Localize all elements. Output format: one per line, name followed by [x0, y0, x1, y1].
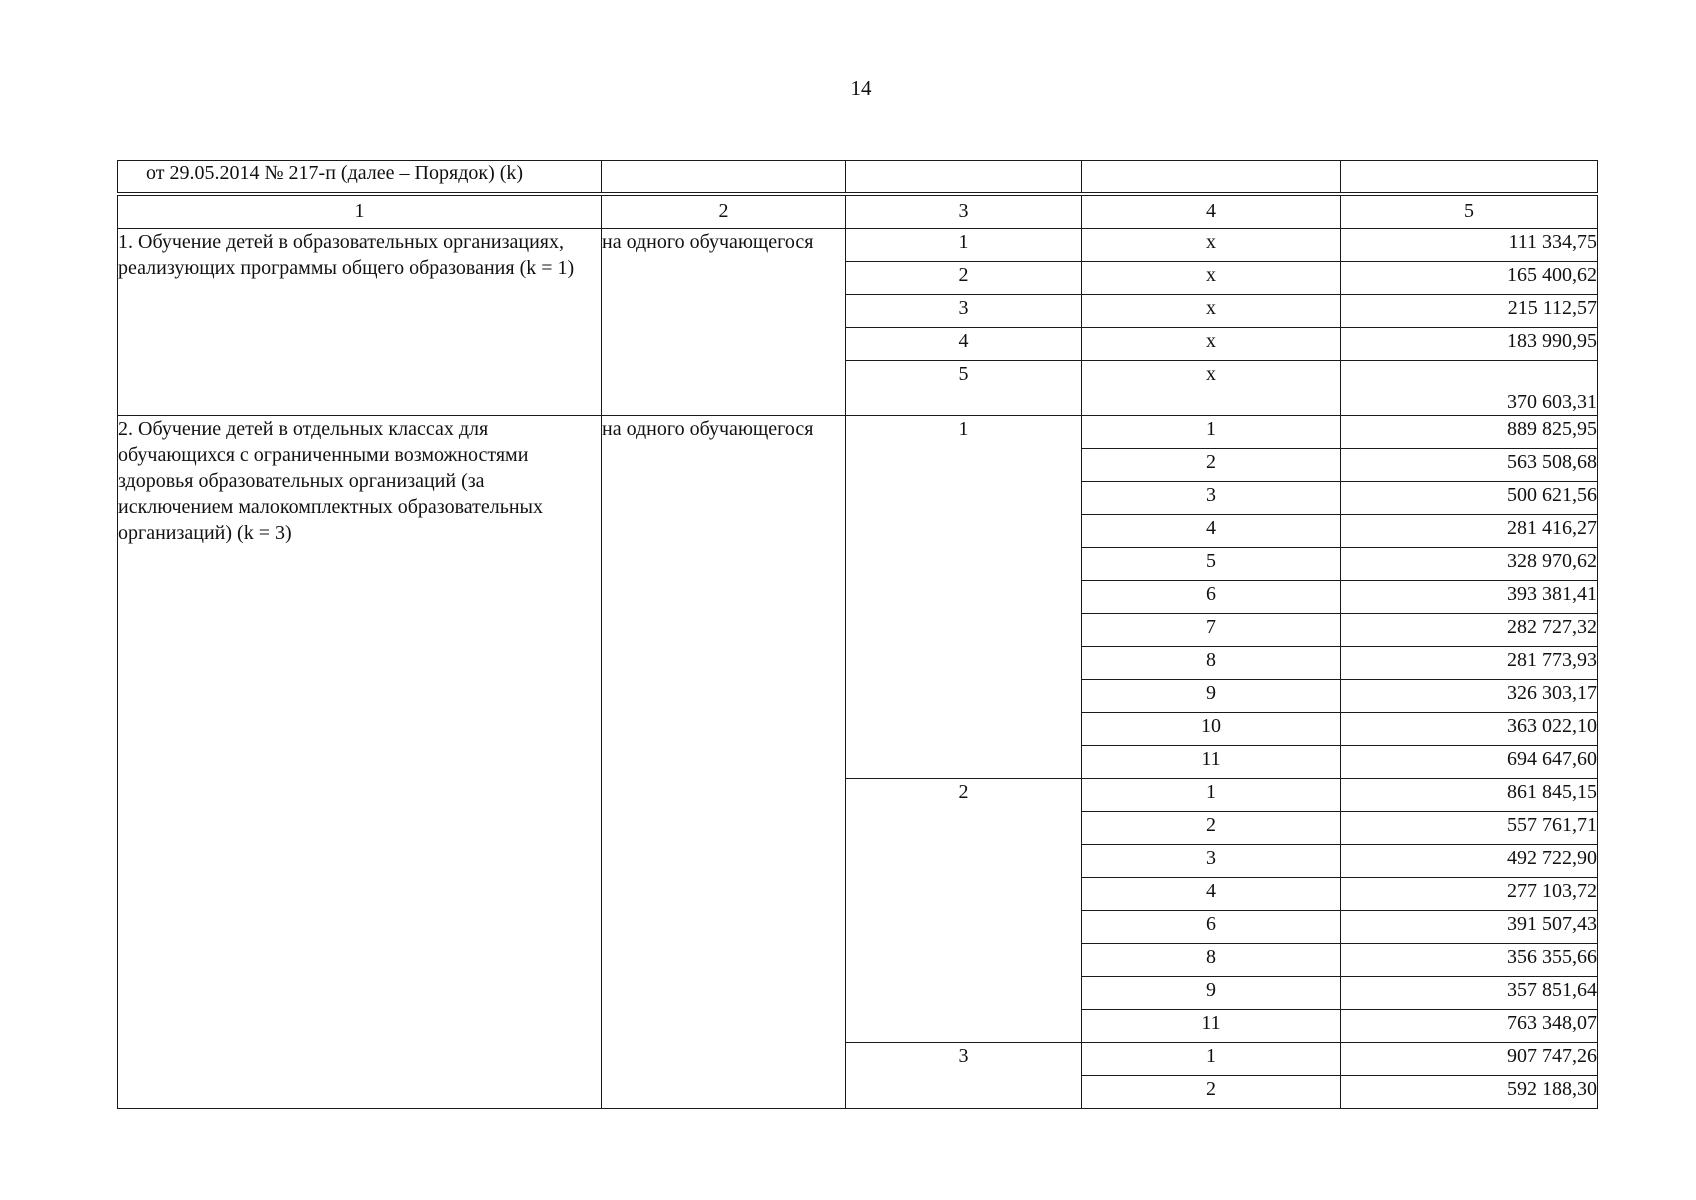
- section-name: 1. Обучение детей в образовательных организациях, реализующих программы общего образования (k = 1): [118, 229, 602, 416]
- value-cell: 111 334,75: [1341, 229, 1598, 262]
- group-cell: 4: [846, 328, 1082, 361]
- subgroup-cell: х: [1082, 328, 1341, 361]
- value-cell: 363 022,10: [1341, 713, 1598, 746]
- value-cell: 694 647,60: [1341, 746, 1598, 779]
- subgroup-cell: 8: [1082, 647, 1341, 680]
- subgroup-cell: 7: [1082, 614, 1341, 647]
- subgroup-cell: 1: [1082, 1043, 1341, 1076]
- empty-cell: [1082, 161, 1341, 193]
- empty-cell: [846, 161, 1082, 193]
- value-cell: 391 507,43: [1341, 911, 1598, 944]
- empty-cell: [602, 161, 846, 193]
- subgroup-cell: 1: [1082, 779, 1341, 812]
- table-row: [118, 416, 1598, 449]
- subgroup-cell: 6: [1082, 581, 1341, 614]
- subgroup-cell: 5: [1082, 548, 1341, 581]
- value-cell: 215 112,57: [1341, 295, 1598, 328]
- value-cell: 557 761,71: [1341, 812, 1598, 845]
- value-cell: 763 348,07: [1341, 1010, 1598, 1043]
- value-cell: 328 970,62: [1341, 548, 1598, 581]
- subgroup-cell: 9: [1082, 977, 1341, 1010]
- value-cell: 165 400,62: [1341, 262, 1598, 295]
- group-cell: 3: [846, 1043, 1082, 1109]
- continuation-text: от 29.05.2014 № 217-п (далее – Порядок) (k): [146, 162, 524, 184]
- value-cell: 492 722,90: [1341, 845, 1598, 878]
- value-cell: 277 103,72: [1341, 878, 1598, 911]
- continuation-row: [118, 161, 1598, 193]
- value-cell: 500 621,56: [1341, 482, 1598, 515]
- value-cell: 326 303,17: [1341, 680, 1598, 713]
- unit-cell: на одного обучающегося: [602, 416, 846, 1109]
- subgroup-cell: х: [1082, 229, 1341, 262]
- column-number: 5: [1341, 196, 1598, 229]
- section-name: 2. Обучение детей в отдельных классах для обучающихся с ограниченными возможностями здоровья образовательных организаций (за исключением малокомплектных образовательных организаций) (k = 3): [118, 416, 602, 1109]
- subgroup-cell: 3: [1082, 482, 1341, 515]
- group-cell: 1: [846, 229, 1082, 262]
- continuation-cell: [118, 161, 602, 193]
- unit-cell: на одного обучающегося: [602, 229, 846, 416]
- subgroup-cell: 10: [1082, 713, 1341, 746]
- subgroup-cell: 11: [1082, 1010, 1341, 1043]
- value-cell: 861 845,15: [1341, 779, 1598, 812]
- subgroup-cell: 2: [1082, 449, 1341, 482]
- subgroup-cell: 11: [1082, 746, 1341, 779]
- subgroup-cell: 4: [1082, 878, 1341, 911]
- value-cell: 183 990,95: [1341, 328, 1598, 361]
- column-number: 4: [1082, 196, 1341, 229]
- continuation-row-table: [117, 160, 1598, 193]
- subgroup-cell: 1: [1082, 416, 1341, 449]
- subgroup-cell: х: [1082, 262, 1341, 295]
- value-cell: 907 747,26: [1341, 1043, 1598, 1076]
- value-cell: 356 355,66: [1341, 944, 1598, 977]
- subgroup-cell: 2: [1082, 812, 1341, 845]
- subgroup-cell: х: [1082, 295, 1341, 328]
- column-numbers-row: [118, 196, 1598, 229]
- value-cell: 563 508,68: [1341, 449, 1598, 482]
- value-cell: 889 825,95: [1341, 416, 1598, 449]
- group-cell: 5: [846, 361, 1082, 416]
- column-number: 2: [602, 196, 846, 229]
- group-cell: 3: [846, 295, 1082, 328]
- empty-cell: [1341, 161, 1598, 193]
- group-cell: 2: [846, 779, 1082, 1043]
- subgroup-cell: 9: [1082, 680, 1341, 713]
- subgroup-cell: х: [1082, 361, 1341, 416]
- subgroup-cell: 6: [1082, 911, 1341, 944]
- group-cell: 2: [846, 262, 1082, 295]
- subgroup-cell: 4: [1082, 515, 1341, 548]
- subgroup-cell: 2: [1082, 1076, 1341, 1109]
- group-cell: 1: [846, 416, 1082, 779]
- cost-table: [117, 195, 1598, 1109]
- value-cell: 281 773,93: [1341, 647, 1598, 680]
- value-cell: 281 416,27: [1341, 515, 1598, 548]
- value-cell: 357 851,64: [1341, 977, 1598, 1010]
- page-number: 14: [850, 76, 872, 100]
- table-row: [118, 229, 1598, 262]
- value-cell: 370 603,31: [1341, 361, 1598, 416]
- subgroup-cell: 3: [1082, 845, 1341, 878]
- column-number: 3: [846, 196, 1082, 229]
- column-number: 1: [118, 196, 602, 229]
- value-cell: 592 188,30: [1341, 1076, 1598, 1109]
- value-cell: 393 381,41: [1341, 581, 1598, 614]
- value-cell: 282 727,32: [1341, 614, 1598, 647]
- subgroup-cell: 8: [1082, 944, 1341, 977]
